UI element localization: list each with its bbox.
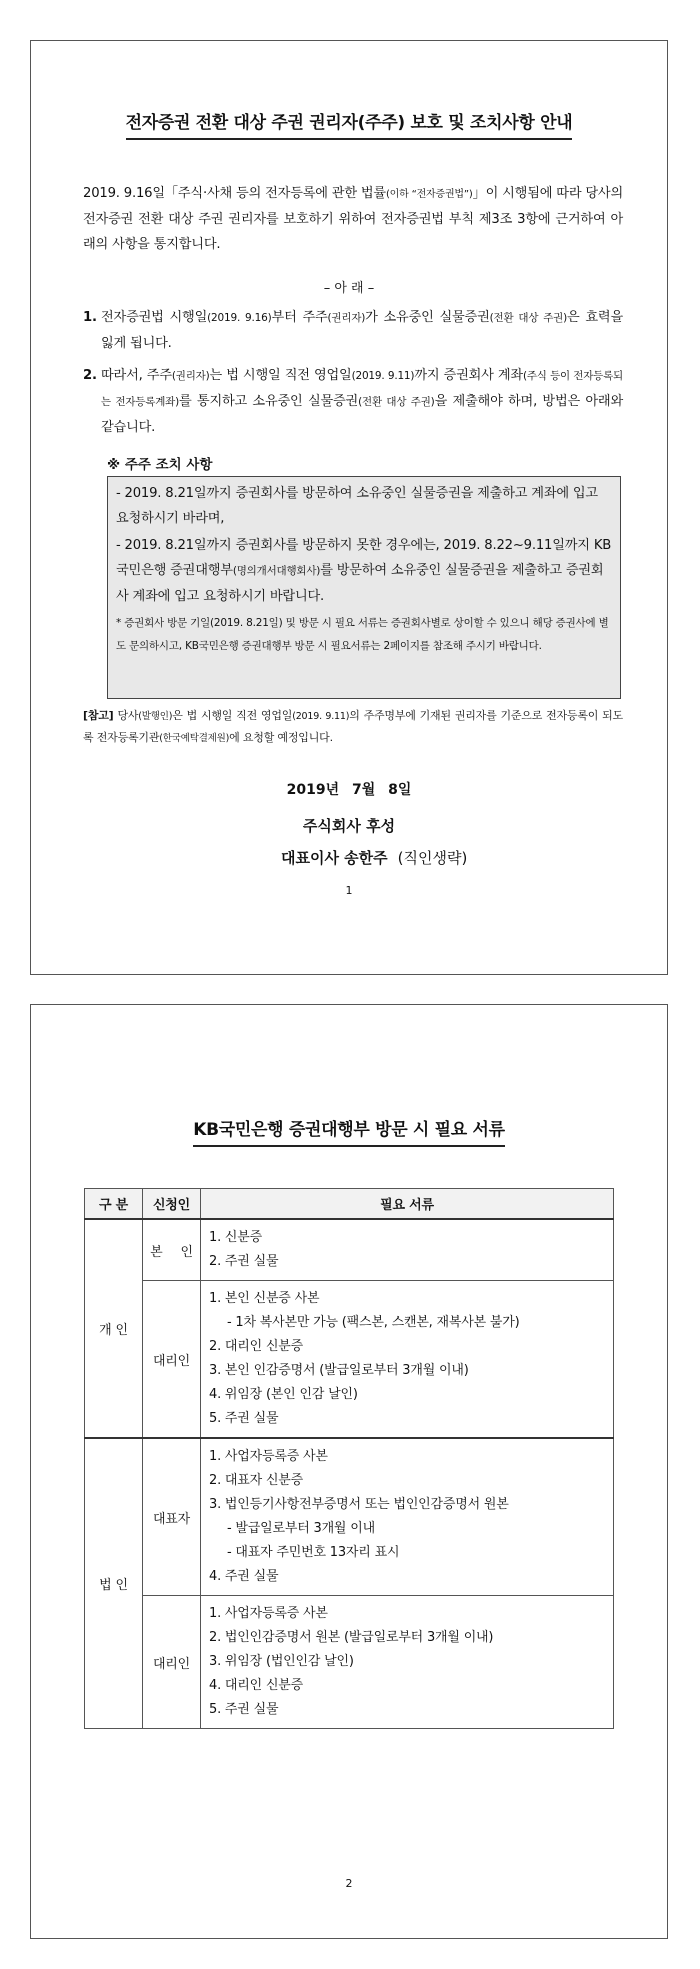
applicant-self: 본 인 <box>143 1219 201 1281</box>
table-row <box>85 1281 614 1439</box>
measures-box <box>107 476 621 699</box>
page-2 <box>30 1004 668 1939</box>
docs-individual-agent: 1. 본인 신분증 사본 - 1차 복사본만 가능 (팩스본, 스캔본, 재복사본 불가) 2. 대리인 신분증 3. 본인 인감증명서 (발급일로부터 3개월 이내) 4. 위임장 (본인 인감 날인) 5. 주권 실물 <box>201 1281 614 1439</box>
required-documents-table <box>84 1188 614 1729</box>
applicant-agent: 대리인 <box>143 1281 201 1439</box>
representative: 대표이사 송한주 (직인생략) <box>281 849 468 867</box>
measure-line-1: - 2019. 8.21일까지 증권회사를 방문하여 소유중인 실물증권을 제출하고 계좌에 입고 요청하시기 바라며, <box>116 486 598 526</box>
category-corporate: 법 인 <box>85 1438 143 1729</box>
category-individual: 개 인 <box>85 1219 143 1438</box>
notice-item-1: 1. 전자증권법 시행일(2019. 9.16)부터 주주(권리자)가 소유중인 실물증권(전환 대상 주권)은 효력을 잃게 됩니다. <box>83 310 623 351</box>
table-row <box>85 1438 614 1596</box>
header-documents: 필요 서류 <box>201 1189 614 1220</box>
header-applicant: 신청인 <box>143 1189 201 1220</box>
page-number: 1 <box>345 884 353 897</box>
reference-note: [참고] 당사(발행인)은 법 시행일 직전 영업일(2019. 9.11)의 주주명부에 기재된 권리자를 기준으로 전자등록이 되도록 전자등록기관(한국예탁결제원)에 요청할 예정입니다. <box>83 709 623 744</box>
measure-line-2: - 2019. 8.21일까지 증권회사를 방문하지 못한 경우에는, 2019. 8.22~9.11일까지 KB국민은행 증권대행부(명의개서대행회사)를 방문하여 소유중인 실물증권을 제출하고 증권회사 계좌에 입고 요청하시기 바랍니다. <box>116 538 612 604</box>
documents-title: KB국민은행 증권대행부 방문 시 필요 서류 <box>31 1115 667 1147</box>
measures-note: * 증권회사 방문 기일(2019. 8.21일) 및 방문 시 필요 서류는 증권회사별로 상이할 수 있으니 해당 증권사에 별도 문의하시고, KB국민은행 증권대행부 방문 시 필요서류는 2페이지를 참조해 주시기 바랍니다. <box>116 617 609 652</box>
section-separator: – 아 래 – <box>323 281 375 296</box>
intro-paragraph: 2019. 9.16일「주식·사채 등의 전자등록에 관한 법률(이하 “전자증권법”)」이 시행됨에 따라 당사의 전자증권 전환 대상 주권 권리자를 보호하기 위하여 전자증권법 부칙 제3조 3항에 근거하여 아래의 사항을 통지합니다. <box>83 186 623 252</box>
docs-corporate-agent: 1. 사업자등록증 사본 2. 법인인감증명서 원본 (발급일로부터 3개월 이내) 3. 위임장 (법인인감 날인) 4. 대리인 신분증 5. 주권 실물 <box>201 1596 614 1729</box>
applicant-corporate-agent: 대리인 <box>143 1596 201 1729</box>
notice-title: 전자증권 전환 대상 주권 권리자(주주) 보호 및 조치사항 안내 <box>31 108 667 140</box>
notice-item-2: 2. 따라서, 주주(권리자)는 법 시행일 직전 영업일(2019. 9.11)까지 증권회사 계좌(주식 등이 전자등록되는 전자등록계좌)를 통지하고 소유중인 실물증권(전환 대상 주권)을 제출해야 하며, 방법은 아래와 같습니다. <box>83 368 624 435</box>
header-category: 구 분 <box>85 1189 143 1220</box>
docs-individual-self: 1. 신분증 2. 주권 실물 <box>201 1219 614 1281</box>
measures-heading: ※ 주주 조치 사항 <box>107 457 213 473</box>
table-header-row <box>85 1189 614 1220</box>
company-name: 주식회사 후성 <box>302 817 396 835</box>
notice-date: 2019년 7월 8일 <box>286 782 412 798</box>
page-1 <box>30 40 668 975</box>
table-row <box>85 1596 614 1729</box>
docs-corporate-representative: 1. 사업자등록증 사본 2. 대표자 신분증 3. 법인등기사항전부증명서 또는 법인인감증명서 원본 - 발급일로부터 3개월 이내 - 대표자 주민번호 13자리 표시 4. 주권 실물 <box>201 1438 614 1596</box>
table-row <box>85 1219 614 1281</box>
applicant-representative: 대표자 <box>143 1438 201 1596</box>
page-number: 2 <box>345 1877 353 1890</box>
